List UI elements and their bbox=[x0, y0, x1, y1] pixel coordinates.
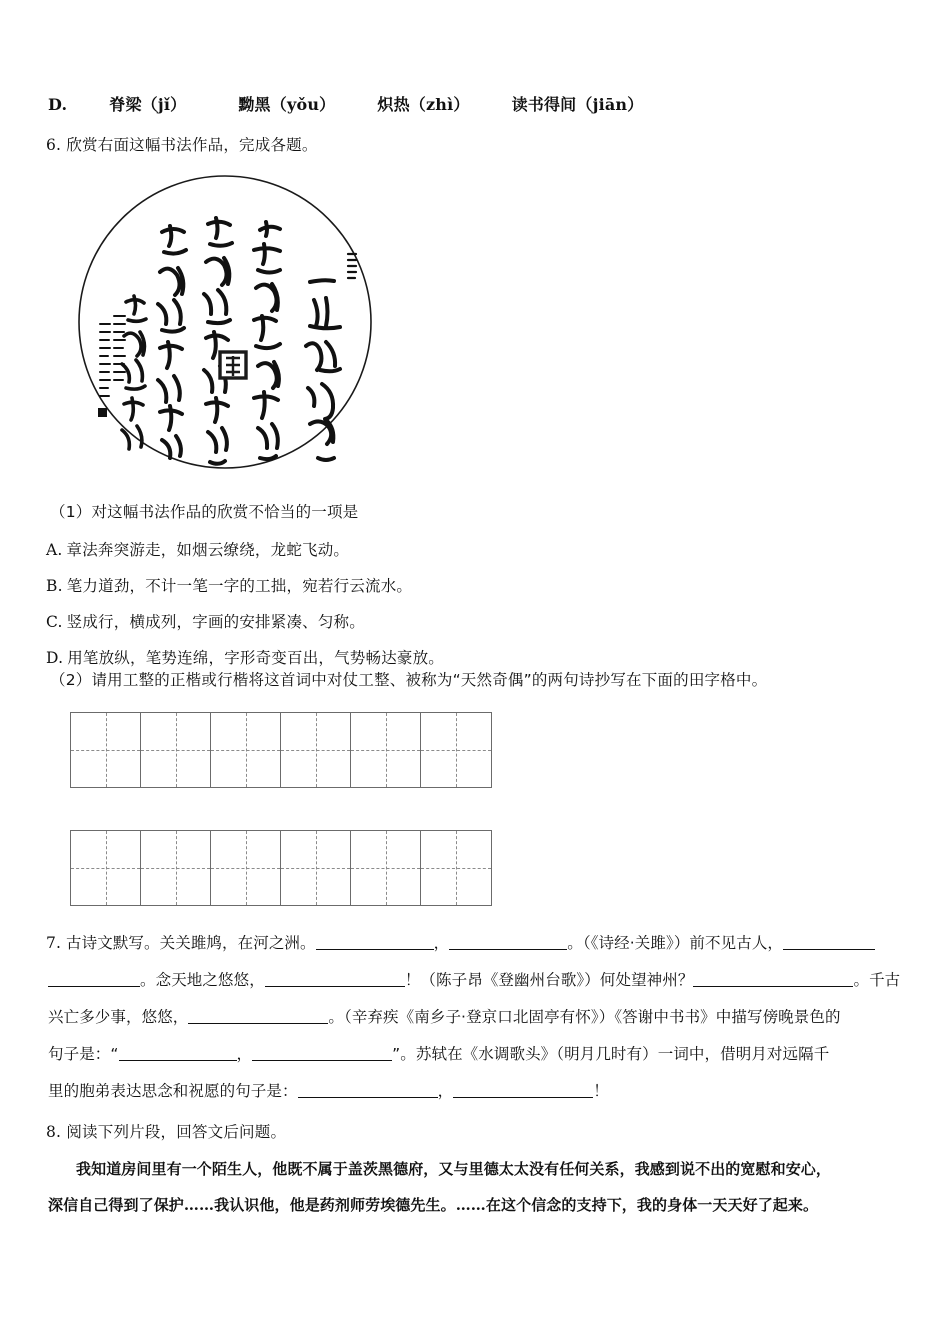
tianzige-cell[interactable] bbox=[71, 713, 141, 787]
q7-blank-5[interactable] bbox=[693, 971, 853, 988]
q7-l4-b: ， bbox=[236, 1045, 253, 1063]
option-d-item-1: 脊梁（jǐ） bbox=[109, 95, 187, 114]
q7-l5-b: ， bbox=[437, 1082, 454, 1100]
q7-blank-9[interactable] bbox=[298, 1082, 438, 1099]
passage-line-1: 我知道房间里有一个陌生人，他既不属于盖茨黑德府，又与里德太太没有任何关系，我感到说不出的宽慰和安心， bbox=[76, 1160, 832, 1178]
q7-blank-2[interactable] bbox=[449, 934, 567, 951]
q7-l2-b: ！（陈子昂《登幽州台歌》）何处望神州？ bbox=[404, 971, 694, 989]
option-d-letter: D. bbox=[46, 649, 64, 667]
tianzige-cell[interactable] bbox=[211, 831, 281, 905]
tianzige-grid-row-1[interactable] bbox=[70, 712, 492, 788]
tianzige-cell[interactable] bbox=[281, 831, 351, 905]
question-8-stem: 阅读下列片段，回答文后问题。 bbox=[66, 1123, 287, 1141]
sub2-label: （2） bbox=[50, 671, 92, 689]
q7-blank-6[interactable] bbox=[188, 1008, 328, 1025]
question-7-line-2 bbox=[48, 968, 900, 990]
option-d-pinyin-line bbox=[48, 96, 643, 114]
option-a-letter: A. bbox=[46, 541, 63, 559]
tianzige-cell[interactable] bbox=[351, 713, 421, 787]
q7-l5-a: 里的胞弟表达思念和祝愿的句子是： bbox=[48, 1082, 298, 1100]
passage-line-2: 深信自己得到了保护……我认识他，他是药剂师劳埃德先生。……在这个信念的支持下，我的身体一天天好了起来。 bbox=[48, 1196, 819, 1214]
question-6-sub1-stem bbox=[50, 504, 358, 521]
question-7-line-1 bbox=[46, 931, 875, 953]
question-6-number: 6. bbox=[46, 136, 62, 154]
q7-l3-b: 。（辛弃疾《南乡子·登京口北固亭有怀》）《答谢中书书》中描写傍晚景色的 bbox=[328, 1008, 841, 1026]
option-d-item-3: 炽热（zhì） bbox=[377, 95, 470, 114]
q7-blank-7[interactable] bbox=[119, 1045, 237, 1062]
q7-l4-a: 句子是：“ bbox=[48, 1045, 119, 1063]
option-b-text: 笔力道劲，不计一笔一字的工拙，宛若行云流水。 bbox=[66, 577, 413, 595]
tianzige-cell[interactable] bbox=[421, 831, 491, 905]
option-a-text: 章法奔突游走，如烟云缭绕，龙蛇飞动。 bbox=[66, 541, 350, 559]
question-8-number: 8. bbox=[46, 1123, 62, 1141]
q7-blank-8[interactable] bbox=[252, 1045, 392, 1062]
q7-blank-3b[interactable] bbox=[48, 971, 140, 988]
option-d-item-2: 黝黑（yǒu） bbox=[238, 95, 336, 114]
calligraphy-artwork-image bbox=[74, 174, 376, 474]
option-d bbox=[46, 650, 444, 667]
question-6-stem: 欣赏右面这幅书法作品，完成各题。 bbox=[66, 136, 318, 154]
tianzige-cell[interactable] bbox=[71, 831, 141, 905]
question-6-sub2-stem bbox=[50, 672, 767, 689]
option-b bbox=[46, 578, 412, 595]
option-d-text: 用笔放纵，笔势连绵，字形奇变百出，气势畅达豪放。 bbox=[67, 649, 445, 667]
question-7-line-3 bbox=[48, 1005, 841, 1027]
q7-blank-1[interactable] bbox=[316, 934, 434, 951]
q7-blank-3[interactable] bbox=[783, 934, 875, 951]
question-7-line-5 bbox=[48, 1079, 609, 1101]
option-c-text: 竖成行，横成列，字画的安排紧凑、匀称。 bbox=[66, 613, 365, 631]
sub2-text: 请用工整的正楷或行楷将这首词中对仗工整、被称为“天然奇偶”的两句诗抄写在下面的田字格中。 bbox=[91, 671, 768, 689]
tianzige-grid-row-2[interactable] bbox=[70, 830, 492, 906]
tianzige-cell[interactable] bbox=[281, 713, 351, 787]
q7-l5-c: ！ bbox=[593, 1082, 609, 1100]
q7-l1-b: ， bbox=[433, 934, 450, 952]
q7-l4-c: ”。苏轼在《水调歌头》（明月几时有）一词中，借明月对远隔千 bbox=[392, 1045, 830, 1063]
q7-blank-10[interactable] bbox=[453, 1082, 593, 1099]
q7-l2-c: 。千古 bbox=[853, 971, 901, 989]
q7-l2-a: 。念天地之悠悠， bbox=[140, 971, 265, 989]
sub1-text: 对这幅书法作品的欣赏不恰当的一项是 bbox=[91, 503, 359, 521]
question-7-line-4 bbox=[48, 1042, 829, 1064]
q7-l3-a: 兴亡多少事，悠悠， bbox=[48, 1008, 189, 1026]
option-d-label: D. bbox=[48, 95, 68, 114]
option-c-letter: C. bbox=[46, 613, 63, 631]
tianzige-cell[interactable] bbox=[211, 713, 281, 787]
option-d-item-4: 读书得间（jiān） bbox=[511, 95, 644, 114]
tianzige-cell[interactable] bbox=[141, 831, 211, 905]
question-7-number: 7. bbox=[46, 934, 61, 952]
question-6-heading bbox=[46, 137, 318, 154]
question-8-heading bbox=[46, 1124, 286, 1141]
tianzige-cell[interactable] bbox=[351, 831, 421, 905]
option-c bbox=[46, 614, 365, 631]
q7-l1-c: 。（《诗经·关雎》）前不见古人， bbox=[567, 934, 784, 952]
option-a bbox=[46, 542, 349, 559]
tianzige-cell[interactable] bbox=[141, 713, 211, 787]
tianzige-cell[interactable] bbox=[421, 713, 491, 787]
q7-blank-4[interactable] bbox=[265, 971, 405, 988]
sub1-label: （1） bbox=[50, 503, 92, 521]
red-seal bbox=[220, 352, 246, 378]
q7-l1-a: 古诗文默写。关关雎鸠，在河之洲。 bbox=[66, 934, 316, 952]
option-b-letter: B. bbox=[46, 577, 63, 595]
